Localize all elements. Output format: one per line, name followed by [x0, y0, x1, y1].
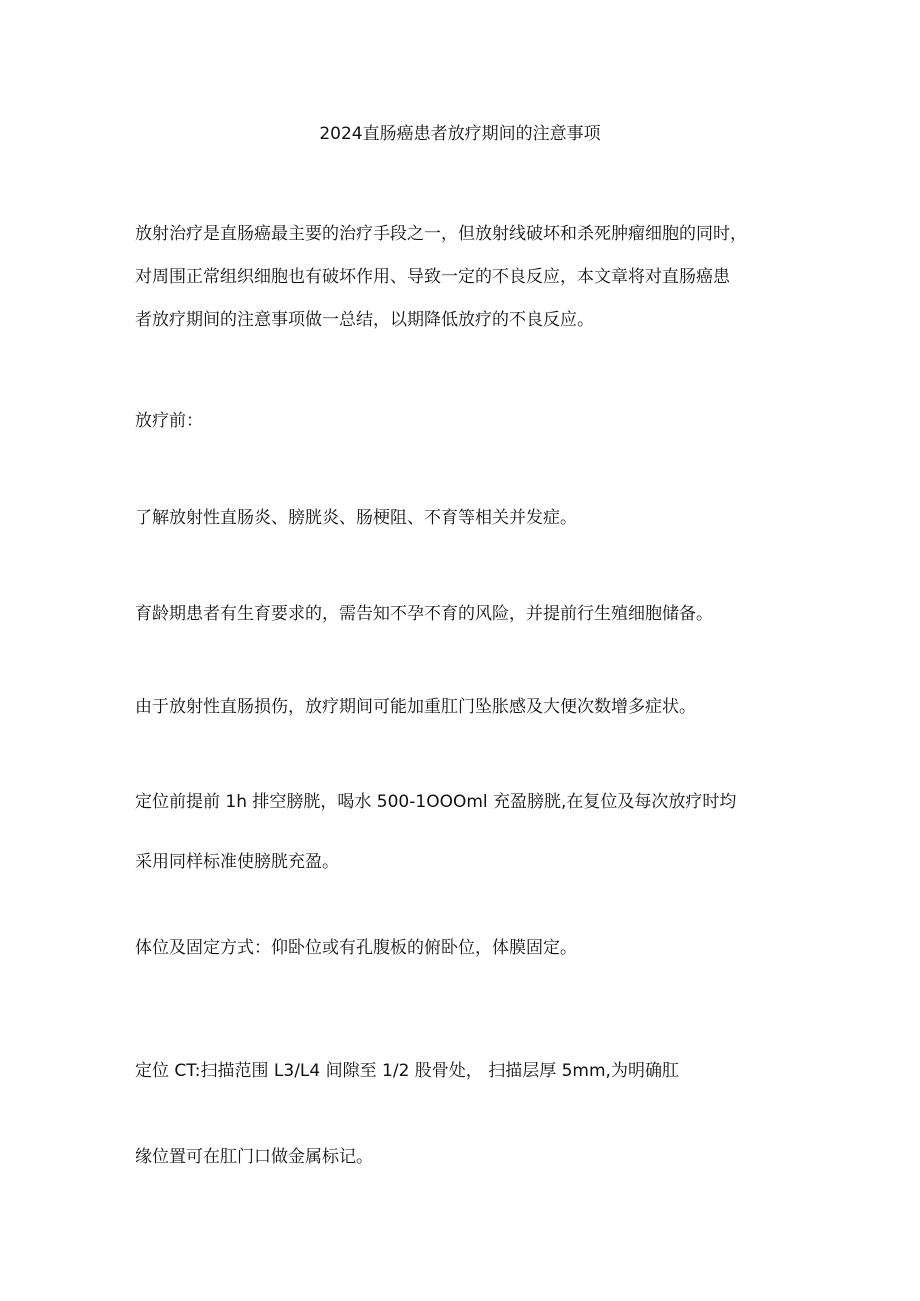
ct-simulation-line-2: 缘位置可在肛门口做金属标记。 [135, 1147, 373, 1167]
paragraph-posture: 体位及固定方式：仰卧位或有孔腹板的俯卧位，体膜固定。 [135, 938, 577, 958]
intro-line-2: 对周围正常组织细胞也有破坏作用、导致一定的不良反应，本文章将对直肠癌患 [135, 267, 730, 287]
paragraph-ct-simulation [135, 1028, 795, 1200]
paragraph-complications: 了解放射性直肠炎、膀胱炎、肠梗阻、不育等相关并发症。 [135, 508, 577, 528]
intro-paragraph [135, 213, 795, 342]
paragraph-bladder-prep [135, 772, 795, 892]
ct-simulation-line-1: 定位 CT:扫描范围 L3/L4 间隙至 1/2 股骨处， 扫描层厚 5mm,为明确肛 [135, 1061, 679, 1081]
paragraph-fertility: 育龄期患者有生育要求的，需告知不孕不育的风险，并提前行生殖细胞储备。 [135, 604, 713, 624]
bladder-prep-line-2: 采用同样标准使膀胱充盈。 [135, 852, 339, 872]
bladder-prep-line-1: 定位前提前 1h 排空膀胱，喝水 500-1OOOml 充盈膀胱,在复位及每次放疗时均 [135, 792, 737, 812]
intro-line-3: 者放疗期间的注意事项做一总结，以期降低放疗的不良反应。 [135, 310, 594, 330]
intro-line-1: 放射治疗是直肠癌最主要的治疗手段之一，但放射线破坏和杀死肿瘤细胞的同时， [135, 224, 747, 244]
paragraph-rectal-injury: 由于放射性直肠损伤，放疗期间可能加重肛门坠胀感及大便次数增多症状。 [135, 697, 696, 717]
document-title: 2024直肠癌患者放疗期间的注意事项 [319, 124, 601, 144]
section-heading: 放疗前： [135, 411, 203, 431]
